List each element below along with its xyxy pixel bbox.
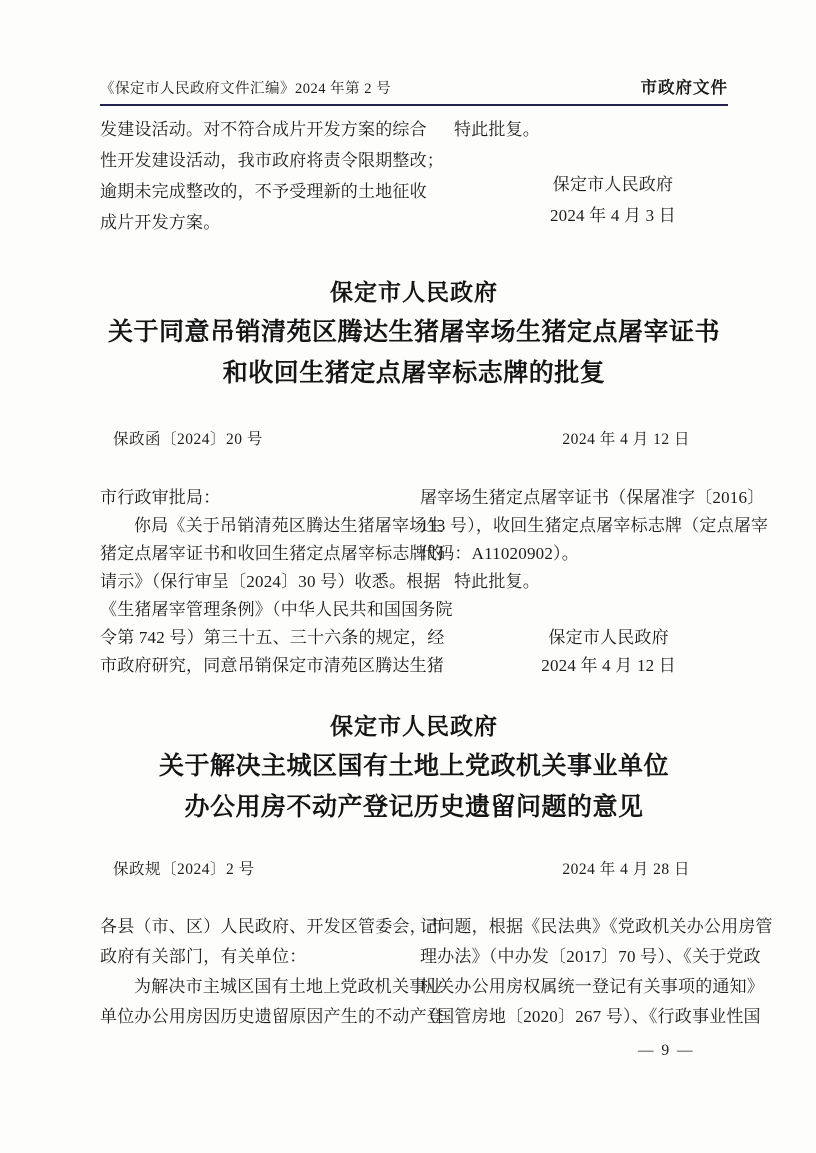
header-compilation-title: 《保定市人民政府文件汇编》2024 年第 2 号 [100, 81, 392, 97]
body-line: 成片开发方案。 [100, 213, 221, 232]
body-line: 令第 742 号）第三十五、三十六条的规定，经 [100, 628, 445, 647]
body-line: 市行政审批局： [100, 488, 221, 507]
body-line: 《生猪屠宰管理条例》（中华人民共和国国务院 [100, 600, 453, 619]
body-line: 代码：A11020902）。 [420, 544, 579, 563]
title-line: 关于同意吊销清苑区腾达生猪屠宰场生猪定点屠宰证书 [107, 318, 720, 346]
doc-slaughter-left-column [100, 484, 453, 680]
body-line: 猪定点屠宰证书和收回生猪定点屠宰标志牌的 [100, 544, 444, 563]
body-line: 发建设活动。对不符合成片开发方案的综合 [100, 120, 427, 139]
title-line: 办公用房不动产登记历史遗留问题的意见 [184, 793, 644, 821]
title-issuer: 保定市人民政府 [330, 279, 498, 305]
doc-property-body [100, 912, 773, 1032]
doc-property-right-column [420, 912, 773, 1032]
header-doc-category: 市政府文件 [640, 79, 728, 97]
body-line: 逾期未完成整改的，不予受理新的土地征收 [100, 182, 427, 201]
title-line: 和收回生猪定点屠宰标志牌的批复 [222, 359, 606, 387]
body-line: 请示》（保行审呈〔2024〕30 号）收悉。根据 [100, 572, 441, 591]
body-line: 你局《关于吊销清苑区腾达生猪屠宰场生 [134, 516, 444, 535]
page-header [100, 74, 728, 106]
body-line: 性开发建设活动，我市政府将责令限期整改； [100, 151, 444, 170]
body-line: 113 号），收回生猪定点屠宰标志牌（定点屠宰 [420, 516, 769, 535]
doc-number: 保政规〔2024〕2 号 [113, 861, 255, 878]
continuation-section [100, 114, 728, 238]
body-line: 各县（市、区）人民政府、开发区管委会，市 [100, 917, 444, 936]
page-number: — 9 — [638, 1042, 695, 1059]
continuation-left-column [100, 114, 444, 238]
body-line: 记问题，根据《民法典》《党政机关办公用房管 [420, 917, 773, 936]
doc-slaughter-right-column [420, 484, 769, 680]
signer-name: 保定市人民政府 [552, 175, 674, 194]
body-line: 理办法》（中办发〔2017〕70 号）、《关于党政 [420, 947, 761, 966]
doc-slaughter-title [100, 272, 728, 394]
continuation-right-column [420, 114, 728, 238]
doc-date: 2024 年 4 月 12 日 [562, 431, 690, 448]
doc-number: 保政函〔2024〕20 号 [113, 431, 263, 448]
title-line: 关于解决主城区国有土地上党政机关事业单位 [158, 752, 669, 780]
signer-name: 保定市人民政府 [548, 628, 669, 647]
closing-line: 特此批复。 [454, 572, 540, 591]
body-line: 机关办公用房权属统一登记有关事项的通知》 [420, 977, 764, 996]
body-line: 为解决市主城区国有土地上党政机关事业 [134, 977, 444, 996]
body-line: 市政府研究，同意吊销保定市清苑区腾达生猪 [100, 656, 444, 675]
signature-block [550, 169, 676, 231]
doc-property-title [100, 706, 728, 828]
body-line: 政府有关部门，有关单位： [100, 947, 307, 966]
title-issuer: 保定市人民政府 [330, 713, 498, 739]
body-line: 单位办公用房因历史遗留原因产生的不动产登 [100, 1007, 444, 1026]
signature-date: 2024 年 4 月 12 日 [541, 656, 676, 675]
doc-slaughter-body [100, 484, 769, 680]
signature-block [541, 624, 676, 680]
signature-date: 2024 年 4 月 3 日 [549, 206, 676, 225]
doc-property-left-column [100, 912, 444, 1032]
body-line: 屠宰场生猪定点屠宰证书（保屠准字〔2016〕 [420, 488, 765, 507]
doc-property-number-row [100, 860, 728, 880]
closing-line: 特此批复。 [454, 120, 540, 139]
doc-slaughter-number-row [100, 430, 728, 450]
doc-date: 2024 年 4 月 28 日 [562, 861, 690, 878]
body-line: （国管房地〔2020〕267 号）、《行政事业性国 [420, 1007, 761, 1026]
